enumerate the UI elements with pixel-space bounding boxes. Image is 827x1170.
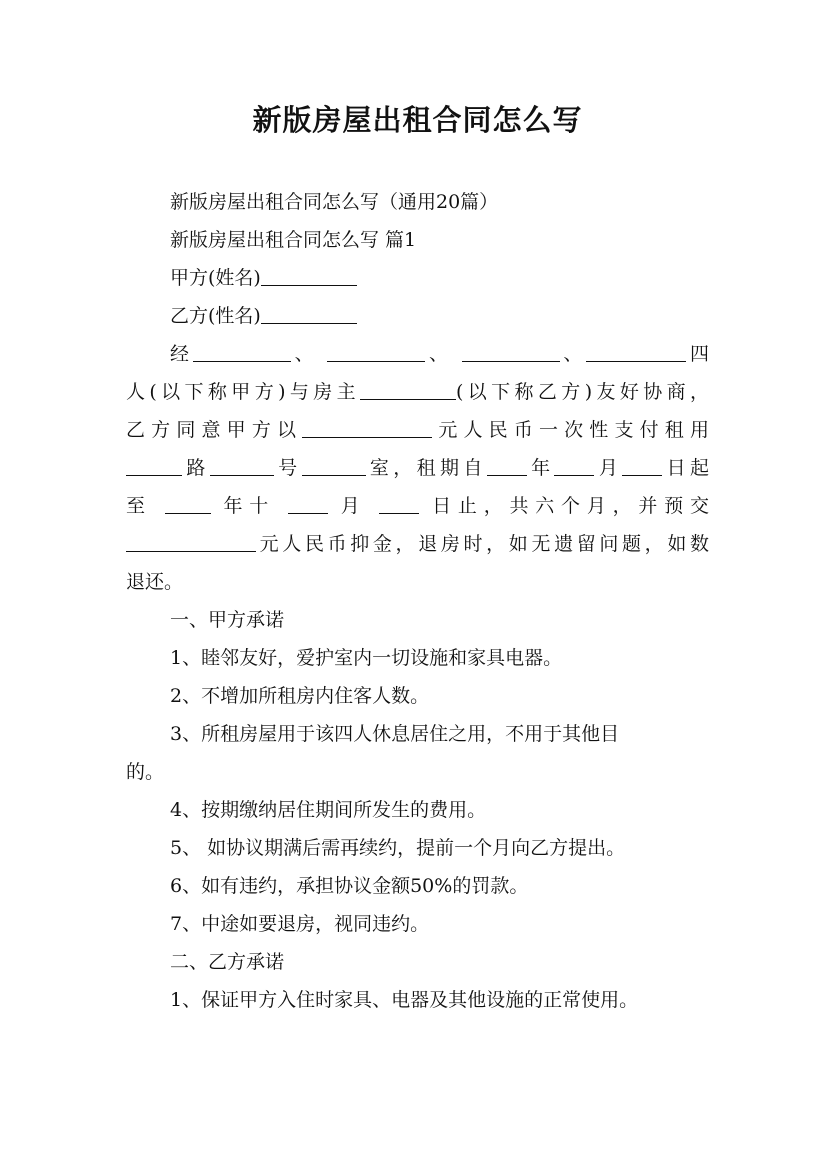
body-line-7: 退还。 [126, 571, 184, 593]
body-line-3: 乙方同意甲方以 元人民币一次性支付租用 [126, 411, 709, 449]
blank [622, 453, 662, 476]
blank [288, 491, 328, 514]
blank [126, 453, 182, 476]
party-b-blank [261, 301, 357, 324]
section-a-item: 4、按期缴纳居住期间所发生的费用。 [170, 799, 487, 821]
blank [327, 339, 425, 362]
party-a-label: 甲方(姓名) [170, 267, 261, 289]
body-line-1: 经 、 、 、 四 [126, 335, 709, 373]
blank [193, 339, 291, 362]
blank [302, 453, 366, 476]
party-a-blank [261, 263, 357, 286]
section-a-item: 1、睦邻友好，爱护室内一切设施和家具电器。 [170, 647, 563, 669]
blank [360, 377, 456, 400]
section-b-heading: 二、乙方承诺 [170, 951, 285, 973]
document-subtitle: 新版房屋出租合同怎么写（通用20篇） [170, 191, 499, 213]
section-a-item: 5、 如协议期满后需再续约，提前一个月向乙方提出。 [170, 837, 626, 859]
section-a-item-continued: 的。 [126, 761, 165, 783]
blank [554, 453, 594, 476]
blank [126, 529, 256, 552]
body-line-2: 人(以下称甲方)与房主 (以下称乙方)友好协商， [126, 373, 709, 411]
party-a-line [126, 259, 709, 297]
blank [165, 491, 211, 514]
blank [379, 491, 419, 514]
section-a-item: 7、中途如要退房，视同违约。 [170, 913, 430, 935]
party-b-line [126, 297, 709, 335]
body-line-5: 至 年十 月 日止，共六个月，并预交 [126, 487, 709, 525]
section-a-item: 6、如有违约，承担协议金额50%的罚款。 [170, 875, 529, 897]
section-a-item: 3、所租房屋用于该四人休息居住之用，不用于其他目 [170, 723, 620, 745]
section-a-item: 2、不增加所租房内住客人数。 [170, 685, 430, 707]
body-line-6: 元人民币抑金，退房时，如无遗留问题，如数 [126, 525, 709, 563]
blank [586, 339, 686, 362]
section-a-heading: 一、甲方承诺 [170, 609, 285, 631]
blank [210, 453, 274, 476]
body-line-4: 路 号 室，租期自 年 月 日起 [126, 449, 709, 487]
blank [487, 453, 527, 476]
document-title: 新版房屋出租合同怎么写 [252, 103, 583, 137]
blank [462, 339, 560, 362]
party-b-label: 乙方(性名) [170, 305, 261, 327]
section-heading: 新版房屋出租合同怎么写 篇1 [170, 229, 417, 251]
blank [302, 415, 432, 438]
section-b-item: 1、保证甲方入住时家具、电器及其他设施的正常使用。 [170, 989, 639, 1011]
